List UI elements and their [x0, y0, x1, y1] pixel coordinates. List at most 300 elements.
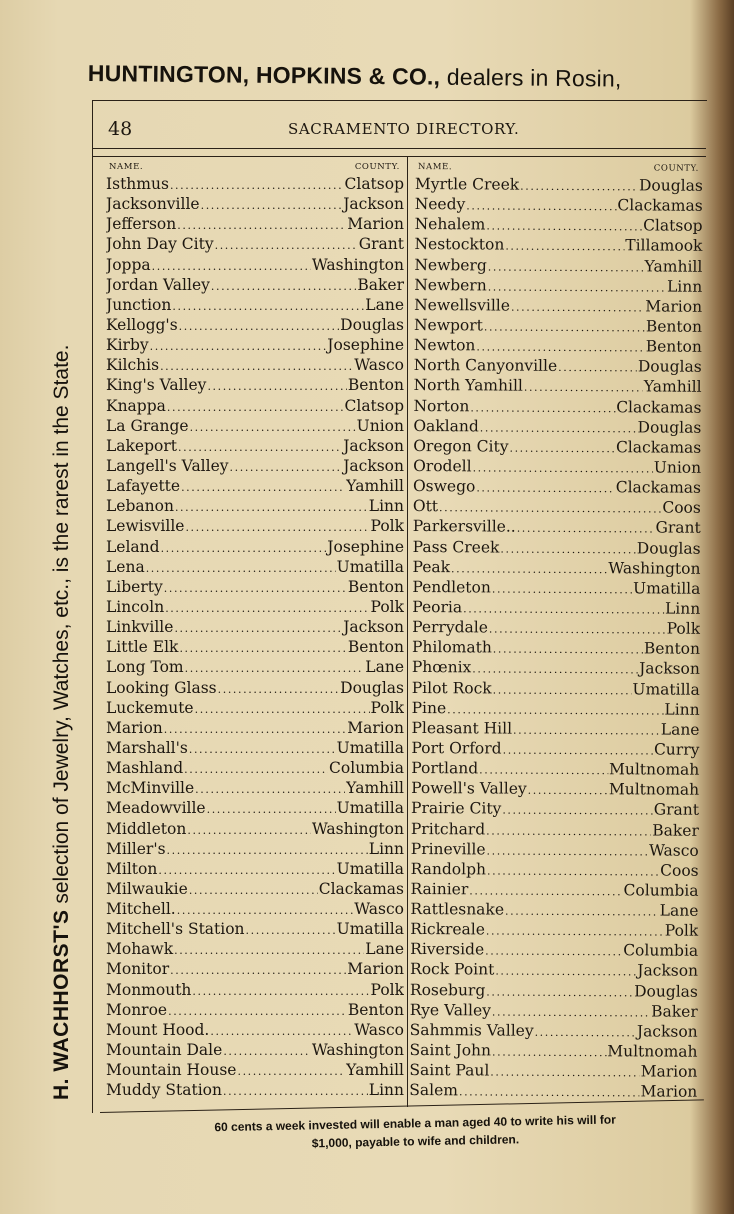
- place-name: McMinville: [106, 779, 195, 798]
- leader-dots: [451, 557, 607, 578]
- leader-dots: [511, 295, 644, 316]
- county-name: Polk: [370, 698, 404, 717]
- county-name: Clatsop: [643, 216, 703, 236]
- county-name: Benton: [645, 337, 702, 356]
- directory-entry: [106, 819, 404, 839]
- leader-dots: [486, 839, 648, 860]
- place-name: Miller's: [106, 839, 166, 858]
- leader-dots: [486, 980, 633, 1001]
- leader-dots: [484, 315, 645, 336]
- county-name: Jackson: [343, 436, 404, 455]
- place-name: Rock Point: [410, 960, 495, 979]
- county-name: Yamhill: [346, 779, 404, 798]
- place-name: Kilchis: [106, 356, 160, 375]
- leader-dots: [479, 758, 608, 779]
- leader-dots: [165, 597, 369, 617]
- leader-dots: [192, 980, 369, 1000]
- place-name: Monmouth: [106, 980, 192, 999]
- place-name: Liberty: [106, 577, 163, 596]
- directory-entry: [414, 375, 702, 397]
- county-name: Linn: [368, 497, 404, 516]
- place-name: Peak: [412, 557, 451, 576]
- directory-entry: [413, 476, 701, 498]
- county-name: Clackamas: [318, 879, 404, 898]
- column-divider: [407, 157, 408, 1107]
- directory-entry: [411, 798, 699, 820]
- directory-entry: [106, 738, 404, 758]
- leader-dots: [463, 597, 664, 618]
- leader-dots: [503, 738, 653, 759]
- place-name: Kirby: [106, 336, 149, 355]
- directory-entry: [413, 456, 701, 478]
- leader-dots: [230, 456, 343, 476]
- county-name: Umatilla: [336, 859, 404, 878]
- county-name: Benton: [643, 639, 701, 658]
- leader-dots: [161, 537, 327, 557]
- place-name: Portland: [411, 759, 479, 778]
- directory-entry: [415, 194, 703, 216]
- leader-dots: [470, 396, 615, 417]
- county-name: Jackson: [637, 961, 699, 981]
- directory-entry: [106, 879, 404, 899]
- leader-dots: [218, 678, 340, 698]
- county-name: Multnomah: [608, 760, 700, 779]
- directory-entry: [106, 1060, 404, 1080]
- county-name: Polk: [666, 619, 701, 638]
- county-name: Jackson: [343, 618, 404, 637]
- place-name: Phœnix: [411, 658, 472, 677]
- leader-dots: [505, 235, 624, 256]
- county-name: Union: [356, 416, 404, 435]
- leader-dots: [170, 959, 346, 979]
- place-name: Rattlesnake: [410, 900, 505, 919]
- directory-entry: [106, 758, 404, 778]
- directory-entry: [106, 537, 404, 557]
- county-name: Lane: [365, 658, 404, 677]
- place-name: Myrtle Creek: [414, 174, 520, 194]
- county-name: Lane: [660, 720, 700, 739]
- place-name: Mashland: [106, 759, 184, 778]
- county-column-label: COUNTY.: [653, 163, 699, 174]
- county-name: Polk: [370, 597, 404, 616]
- leader-dots: [174, 617, 342, 637]
- directory-entry: [106, 718, 404, 738]
- directory-entry: [106, 859, 404, 879]
- leader-dots: [168, 1000, 347, 1020]
- leader-dots: [505, 900, 659, 921]
- county-name: Baker: [652, 820, 699, 840]
- directory-entry: [412, 597, 700, 619]
- place-name: Newport: [413, 315, 483, 335]
- county-name: Yamhill: [643, 377, 702, 397]
- directory-entry: [409, 1080, 697, 1102]
- place-name: Isthmus: [106, 175, 169, 193]
- directory-entry: [411, 818, 699, 840]
- directory-entry: [410, 899, 698, 921]
- county-name: Benton: [347, 1000, 404, 1019]
- place-name: Mountain House: [106, 1061, 237, 1080]
- county-name: Wasco: [648, 841, 699, 860]
- county-name: Yamhill: [346, 1061, 404, 1080]
- directory-entry: [412, 698, 700, 720]
- county-name: Coos: [660, 861, 699, 880]
- county-name: Multnomah: [607, 1042, 698, 1061]
- county-name: Marion: [640, 1062, 698, 1081]
- place-name: Sahmmis Valley: [409, 1020, 534, 1040]
- directory-entry: [413, 537, 701, 559]
- leader-dots: [195, 698, 370, 718]
- place-name: Marshall's: [106, 738, 188, 757]
- county-name: Clackamas: [615, 478, 702, 497]
- leader-dots: [210, 1020, 353, 1040]
- directory-entry: [106, 516, 404, 536]
- directory-entry: [414, 335, 702, 357]
- place-name: Junction: [106, 295, 172, 314]
- leader-dots: [492, 1000, 650, 1021]
- county-name: Douglas: [638, 176, 703, 195]
- county-name: Marion: [645, 297, 703, 316]
- directory-entry: [106, 839, 404, 859]
- leader-dots: [472, 658, 638, 679]
- directory-entry: [106, 174, 404, 194]
- directory-entry: [106, 1020, 404, 1040]
- directory-entry: [410, 879, 698, 901]
- county-name: Jackson: [343, 195, 404, 214]
- place-name: Lena: [106, 557, 145, 576]
- place-name: Powell's Valley: [411, 779, 527, 798]
- place-name: Kellogg's: [106, 315, 178, 334]
- leader-dots: [492, 1041, 606, 1062]
- directory-entry: [106, 496, 404, 516]
- county-name: Linn: [664, 700, 700, 719]
- county-name: Clackamas: [617, 196, 703, 215]
- directory-entry: [410, 939, 698, 961]
- county-name: Umatilla: [336, 738, 404, 757]
- county-name: Columbia: [623, 881, 699, 900]
- county-name: Umatilla: [336, 920, 404, 939]
- directory-entry: [106, 436, 404, 456]
- county-name: Polk: [370, 980, 404, 999]
- leader-dots: [189, 879, 318, 899]
- place-name: Lakeport: [106, 436, 177, 455]
- directory-entry: [410, 959, 698, 981]
- county-name: Douglas: [634, 981, 698, 1001]
- place-name: Newellsville: [414, 295, 511, 315]
- leader-dots: [172, 295, 364, 315]
- directory-entry: [106, 375, 404, 395]
- place-name: Mitchell's Station: [106, 920, 245, 939]
- leader-dots: [447, 698, 663, 719]
- leader-dots: [167, 396, 344, 416]
- place-name: Riverside: [410, 940, 485, 959]
- directory-entry: [106, 396, 404, 416]
- directory-entry: [413, 396, 701, 418]
- leader-dots: [517, 517, 655, 538]
- top-ad-firm: HUNTINGTON, HOPKINS & CO.,: [87, 60, 441, 90]
- directory-entry: [411, 778, 699, 800]
- leader-dots: [223, 1040, 311, 1060]
- leader-dots: [177, 214, 346, 234]
- directory-entry: [106, 778, 404, 798]
- leader-dots: [476, 476, 614, 497]
- directory-entry: [106, 1080, 404, 1100]
- leader-dots: [170, 174, 344, 194]
- directory-entry: [412, 678, 700, 700]
- county-name: Marion: [347, 960, 404, 979]
- place-name: Saint John: [409, 1041, 492, 1060]
- directory-entry: [413, 496, 701, 518]
- county-name: Jackson: [636, 1022, 698, 1041]
- county-name: Linn: [664, 599, 701, 618]
- county-name: Lane: [659, 901, 699, 920]
- place-name: John Day City: [106, 235, 214, 254]
- place-name: Marion: [106, 718, 163, 737]
- place-name: Norton: [413, 396, 470, 415]
- leader-dots: [500, 537, 635, 558]
- county-name: Yamhill: [346, 477, 404, 496]
- place-name: Pritchard: [410, 819, 486, 838]
- directory-entry: [106, 335, 404, 355]
- county-name: Polk: [664, 921, 699, 940]
- footer-advertisement: [120, 1109, 711, 1156]
- place-name: Jordan Valley: [106, 275, 210, 294]
- place-name: Milton: [106, 859, 158, 878]
- place-name: Prairie City: [410, 799, 502, 818]
- leader-dots: [486, 920, 664, 941]
- top-advertisement: [88, 60, 728, 94]
- leader-dots: [179, 315, 340, 335]
- leader-dots: [207, 798, 336, 818]
- place-name: Roseburg: [409, 980, 486, 1000]
- place-name: Salem: [409, 1081, 459, 1100]
- directory-entry: [415, 214, 703, 236]
- leader-dots: [150, 335, 327, 355]
- directory-entry: [411, 738, 699, 760]
- name-column-label: NAME.: [417, 162, 453, 173]
- leader-dots: [488, 255, 644, 276]
- place-name: Port Orford: [411, 738, 502, 758]
- county-name: Washington: [608, 558, 701, 578]
- directory-entry: [414, 255, 702, 277]
- leader-dots: [164, 577, 347, 597]
- directory-entry: [106, 234, 404, 254]
- directory-entry: [414, 315, 702, 337]
- place-name: Lewisville: [106, 517, 185, 536]
- place-name: Rickreale: [410, 920, 486, 939]
- place-name: Muddy Station: [106, 1081, 222, 1100]
- directory-entry: [412, 617, 700, 639]
- leader-dots: [187, 819, 310, 839]
- right-column: [409, 160, 703, 1102]
- place-name: Mount Hood.: [106, 1020, 210, 1039]
- county-name: Linn: [368, 839, 404, 858]
- county-name: Umatilla: [632, 579, 701, 598]
- leader-dots: [178, 436, 342, 456]
- county-name: Jackson: [639, 659, 700, 679]
- county-name: Benton: [347, 638, 404, 657]
- side-ad-text: selection of Jewelry, Watches, etc., is the rarest in the State.: [50, 344, 73, 904]
- directory-entry: [106, 194, 404, 214]
- leader-dots: [179, 637, 346, 657]
- place-name: Rye Valley: [409, 1000, 491, 1020]
- place-name: Linkville: [106, 618, 174, 637]
- place-name: Mountain Dale: [106, 1041, 223, 1060]
- leader-dots: [167, 839, 368, 859]
- county-name: Tillamook: [625, 236, 703, 256]
- place-name: Mohawk: [106, 940, 174, 959]
- county-name: Baker: [357, 275, 404, 294]
- directory-entry: [106, 617, 404, 637]
- place-name: Parkersville..: [412, 517, 516, 537]
- county-name: Baker: [651, 1002, 698, 1021]
- header-rule: [92, 148, 706, 149]
- place-name: Milwaukie: [106, 879, 188, 898]
- place-name: Randolph: [410, 859, 487, 879]
- leader-dots: [184, 758, 328, 778]
- leader-dots: [489, 618, 666, 639]
- county-name: Washington: [311, 1041, 404, 1060]
- directory-entry: [410, 1040, 698, 1062]
- directory-entry: [414, 295, 702, 317]
- directory-entry: [409, 1060, 697, 1082]
- place-name: Mitchell.: [106, 900, 176, 919]
- leader-dots: [493, 678, 632, 699]
- county-name: Benton: [347, 376, 404, 395]
- leader-dots: [486, 819, 651, 840]
- place-name: Prineville: [410, 839, 486, 859]
- county-name: Clatsop: [344, 396, 404, 415]
- county-name: Grant: [358, 235, 404, 254]
- county-name: Lane: [365, 295, 404, 314]
- footer-line-1: 60 cents a week invested will enable a man aged 40 to write his will for: [214, 1112, 616, 1135]
- county-name: Multnomah: [608, 780, 700, 799]
- leader-dots: [466, 194, 616, 215]
- place-name: Jefferson: [106, 215, 177, 234]
- county-name: Washington: [311, 255, 404, 274]
- leader-dots: [439, 496, 661, 517]
- leader-dots: [152, 255, 311, 275]
- place-name: La Grange: [106, 416, 189, 435]
- leader-dots: [181, 476, 345, 496]
- county-name: Grant: [655, 518, 701, 538]
- directory-entry: [412, 637, 700, 659]
- leader-dots: [480, 416, 637, 437]
- place-name: North Yamhill: [413, 376, 523, 396]
- county-name: Douglas: [340, 315, 404, 334]
- county-name: Wasco: [354, 356, 404, 375]
- leader-dots: [223, 1080, 368, 1100]
- place-name: Lincoln: [106, 597, 165, 616]
- directory-entry: [106, 919, 404, 939]
- leader-dots: [535, 1021, 636, 1042]
- leader-dots: [185, 657, 365, 677]
- left-column: [106, 160, 404, 1100]
- leader-dots: [158, 859, 335, 879]
- place-name: Monitor: [106, 960, 170, 979]
- leader-dots: [490, 1061, 639, 1082]
- place-name: Newbern: [414, 275, 487, 295]
- directory-entry: [106, 255, 404, 275]
- directory-entry: [106, 597, 404, 617]
- county-name: Polk: [370, 517, 404, 536]
- leader-dots: [492, 577, 632, 598]
- place-name: Knappa: [106, 396, 166, 415]
- county-name: Columbia: [329, 759, 404, 778]
- county-name: Washington: [311, 819, 404, 838]
- leader-dots: [215, 234, 358, 254]
- directory-entry: [106, 899, 404, 919]
- directory-entry: [411, 718, 699, 740]
- left-column-header: [106, 160, 404, 174]
- leader-dots: [207, 375, 346, 395]
- place-name: Monroe: [106, 1000, 168, 1019]
- leader-dots: [476, 336, 644, 357]
- directory-entry: [413, 416, 701, 438]
- leader-dots: [189, 738, 336, 758]
- left-entry-list: [106, 174, 404, 1100]
- side-ad-name: H. WACHHORST'S: [50, 909, 73, 1100]
- county-name: Douglas: [636, 538, 701, 558]
- directory-entry: [411, 758, 699, 780]
- county-name: Douglas: [637, 418, 702, 437]
- place-name: Nestockton: [414, 235, 505, 254]
- county-name: Wasco: [354, 900, 404, 919]
- leader-dots: [473, 456, 653, 477]
- place-name: Pass Creek: [412, 537, 500, 557]
- leader-dots: [513, 718, 660, 739]
- directory-entry: [106, 637, 404, 657]
- directory-entry: [106, 657, 404, 677]
- right-entry-list: [409, 174, 703, 1102]
- leader-dots: [185, 516, 369, 536]
- leader-dots: [190, 416, 356, 436]
- place-name: Needy: [414, 195, 466, 214]
- leader-dots: [509, 436, 615, 457]
- county-name: Clatsop: [344, 175, 404, 193]
- directory-entry: [410, 1000, 698, 1022]
- leader-dots: [524, 376, 643, 397]
- leader-dots: [174, 939, 364, 959]
- directory-entry: [413, 516, 701, 538]
- place-name: Nehalem: [414, 215, 486, 234]
- county-column-label: COUNTY.: [354, 162, 400, 172]
- leader-dots: [237, 1060, 345, 1080]
- place-name: Lebanon: [106, 497, 174, 516]
- top-ad-trade: dealers in Rosin,: [446, 63, 622, 92]
- leader-dots: [520, 175, 638, 196]
- place-name: Jacksonville: [106, 195, 200, 214]
- place-name: Oakland: [413, 416, 479, 436]
- place-name: Oregon City: [413, 436, 509, 456]
- place-name: Leland: [106, 537, 160, 556]
- place-name: Perrydale: [412, 618, 488, 637]
- directory-entry: [106, 678, 404, 698]
- place-name: Long Tom: [106, 658, 184, 677]
- name-column-label: NAME.: [109, 162, 144, 172]
- leader-dots: [558, 356, 637, 376]
- county-name: Clackamas: [616, 397, 702, 417]
- county-name: Josephine: [327, 537, 404, 556]
- place-name: Newton: [413, 336, 476, 355]
- directory-entry: [106, 355, 404, 375]
- county-name: Linn: [368, 1081, 404, 1100]
- leader-dots: [528, 779, 608, 799]
- directory-entry: [106, 939, 404, 959]
- directory-entry: [106, 214, 404, 234]
- place-name: Oswego: [412, 477, 476, 496]
- page-number: 48: [108, 118, 133, 140]
- directory-entry: [106, 476, 404, 496]
